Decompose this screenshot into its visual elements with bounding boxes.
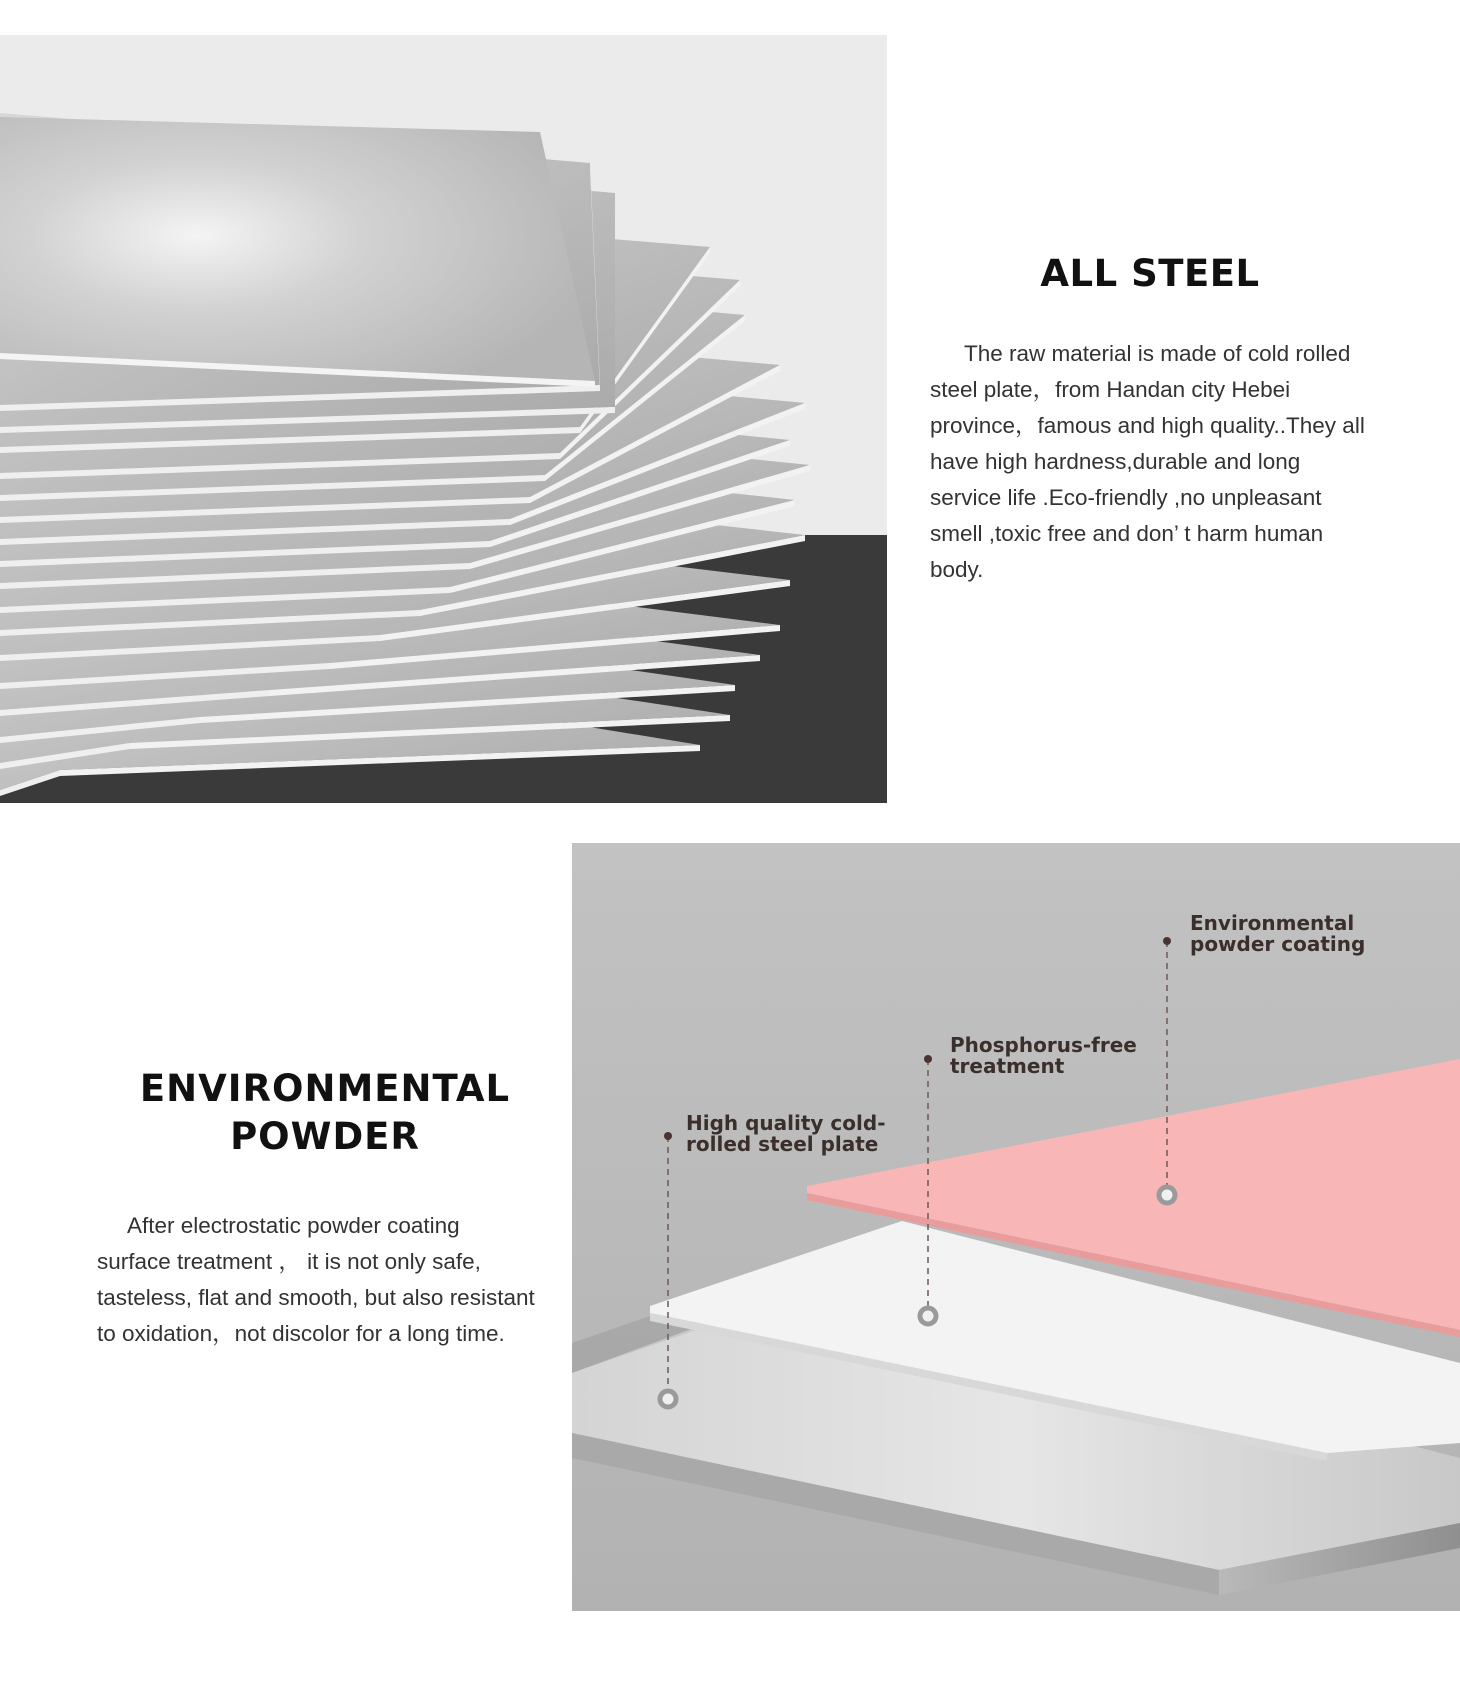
callout-phosphorus-free-line2: treatment: [950, 1054, 1065, 1078]
callout-phosphorus-free: [950, 1035, 1137, 1077]
callout-steel-plate-line2: rolled steel plate: [686, 1132, 879, 1156]
callout-powder-coating-line2: powder coating: [1190, 932, 1366, 956]
environmental-powder-description: After electrostatic powder coating surface treatment ， it is not only safe, tasteless, flat and smooth, but also resistant to oxidation，not discolor for a long time.: [97, 1213, 535, 1346]
steel-sheets-image: [0, 35, 887, 803]
environmental-powder-title-line1: ENVIRONMENTAL: [139, 1067, 511, 1110]
steel-sheets-illustration: [0, 35, 887, 803]
coating-layers-image: [572, 843, 1460, 1611]
coating-layers-illustration: [572, 843, 1460, 1611]
callout-powder-coating: [1190, 913, 1365, 955]
all-steel-description: The raw material is made of cold rolled steel plate，from Handan city Hebei province，famous and high quality..They all have high hardness,durable and long service life .Eco-friendly ,no unpleasant smell ,toxic free and don’ t harm human body.: [930, 341, 1365, 582]
environmental-powder-title-line2: POWDER: [230, 1115, 420, 1158]
environmental-powder-title: [95, 1065, 555, 1161]
callout-phosphorus-free-line1: Phosphorus-free: [950, 1033, 1137, 1057]
callout-powder-coating-line1: Environmental: [1190, 911, 1355, 935]
callout-steel-plate: [686, 1113, 886, 1155]
all-steel-title: ALL STEEL: [1040, 252, 1260, 295]
callout-steel-plate-line1: High quality cold-: [686, 1111, 886, 1135]
